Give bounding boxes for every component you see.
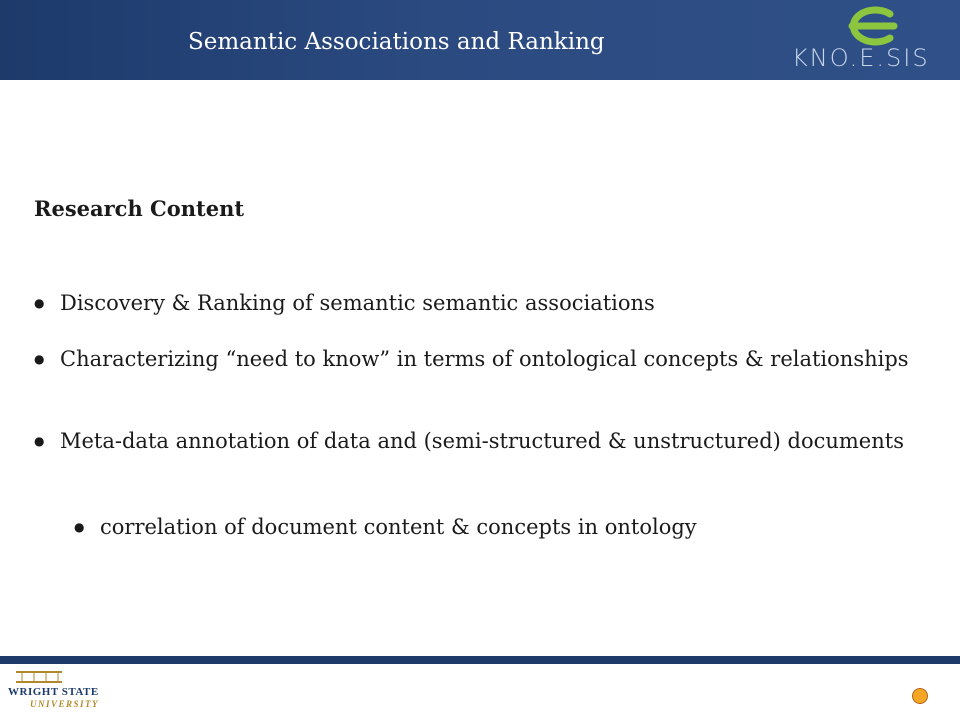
list-item: ● Meta-data annotation of data and (semi-structured & unstructured) documents xyxy=(34,429,904,453)
footer-divider xyxy=(0,656,960,664)
bullet-icon: ● xyxy=(74,520,85,534)
slide-nav-button[interactable] xyxy=(912,688,928,704)
wright-flyer-icon xyxy=(14,668,64,686)
university-label: UNIVERSITY xyxy=(30,699,100,709)
bullet-icon: ● xyxy=(34,434,45,448)
bullet-icon: ● xyxy=(34,296,45,310)
logo-wordmark: KNO.E.SIS xyxy=(792,44,930,72)
list-item: ● correlation of document content & concepts in ontology xyxy=(74,515,697,539)
header-bar xyxy=(0,0,960,80)
university-name: WRIGHT STATE xyxy=(8,686,99,698)
list-item: ● Discovery & Ranking of semantic semantic associations xyxy=(34,291,655,315)
list-item: ● Characterizing “need to know” in terms of ontological concepts & relationships xyxy=(34,347,909,371)
wright-state-logo xyxy=(6,668,116,716)
slide-title: Semantic Associations and Ranking xyxy=(188,29,605,55)
slide-body xyxy=(34,196,934,539)
bullet-icon: ● xyxy=(34,352,45,366)
knoesis-logo-icon xyxy=(838,6,902,46)
section-heading: Research Content xyxy=(34,196,245,221)
knoesis-logo xyxy=(780,4,950,76)
